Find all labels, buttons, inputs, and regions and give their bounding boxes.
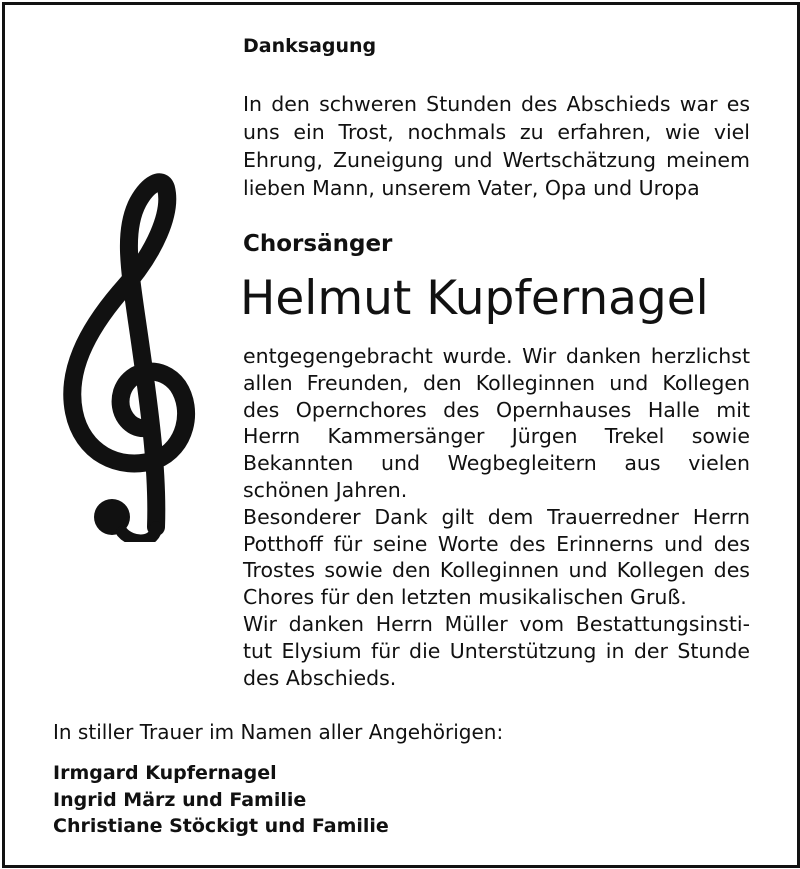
body-line: Besonderer Dank gilt dem Trauerredner Herrn xyxy=(243,504,750,529)
mourning-line: In stiller Trauer im Namen aller Angehörigen: xyxy=(53,720,504,744)
body-paragraph xyxy=(243,343,750,691)
intro-line: lieben Mann, unserem Vater, Opa und Uropa xyxy=(243,176,700,200)
body-line: Chores für den letzten musikalischen Gruß. xyxy=(243,585,687,610)
body-line: Trostes sowie den Kolleginnen und Kollegen des xyxy=(243,558,750,583)
deceased-name: Helmut Kupfernagel xyxy=(240,271,709,326)
body-line: schönen Jahren. xyxy=(243,477,408,502)
body-line: allen Freunden, den Kolleginnen und Kollegen xyxy=(243,370,750,395)
body-line: entgegengebracht wurde. Wir danken herzlichst xyxy=(243,344,750,368)
notice-heading: Danksagung xyxy=(243,35,377,57)
body-line: Potthoff für seine Worte des Erinnerns und des xyxy=(243,531,750,556)
treble-clef-icon xyxy=(60,172,200,542)
body-line: Bekannten und Wegbegleitern aus vielen xyxy=(243,451,750,476)
intro-line: Ehrung, Zuneigung und Wertschätzung meinem xyxy=(243,148,750,172)
body-line: Herrn Kammersänger Jürgen Trekel sowie xyxy=(243,424,750,449)
signer-name: Irmgard Kupfernagel xyxy=(53,762,277,784)
intro-line: uns ein Trost, nochmals zu erfahren, wie viel xyxy=(243,120,750,144)
body-line: des Abschieds. xyxy=(243,665,397,690)
body-line: tut Elysium für die Unterstützung in der Stunde xyxy=(243,638,750,663)
intro-line: In den schweren Stunden des Abschieds war es xyxy=(243,92,750,116)
body-line: Wir danken Herrn Müller vom Bestattungsinsti- xyxy=(243,611,750,636)
role-title: Chorsänger xyxy=(243,231,393,257)
signer-name: Christiane Stöckigt und Familie xyxy=(53,815,389,837)
signer-name: Ingrid März und Familie xyxy=(53,788,307,811)
signers-list xyxy=(53,760,389,840)
body-line: des Opernchores des Opernhauses Halle mit xyxy=(243,397,750,422)
intro-paragraph xyxy=(243,90,750,202)
